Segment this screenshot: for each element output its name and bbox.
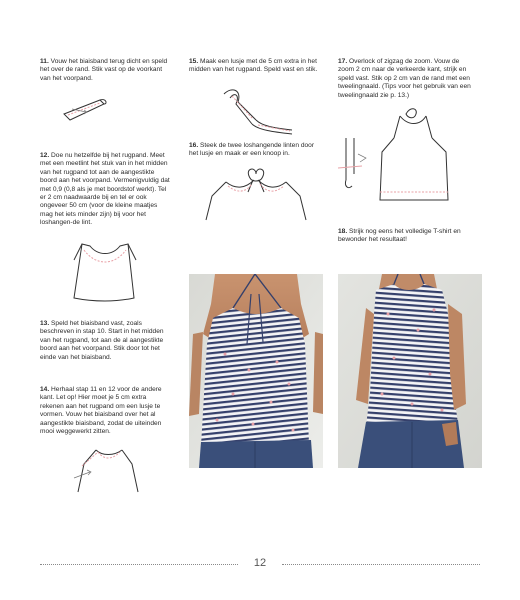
step-text: Overlock of zigzag de zoom. Vouw de zoom 2 cm naar de verkeerde kant, strijk en speld vast. Stik op 2 cm van de rand met een tweelingnaald. (Tips voor het gebruik van een tweelingnaald zie p. 13.) — [338, 58, 471, 99]
photo-front-view — [338, 274, 482, 468]
step-15 — [189, 58, 321, 75]
illustration-step-17 — [334, 108, 484, 204]
illustration-step-15 — [218, 84, 298, 136]
page-footer — [0, 555, 520, 575]
sewing-needle-icon — [338, 138, 366, 188]
illustration-step-11 — [60, 88, 120, 128]
step-text: Strijk nog eens het volledige T-shirt en bewonder het resultaat! — [338, 228, 461, 244]
illustration-step-16 — [200, 166, 312, 224]
step-number: 15. — [189, 58, 199, 65]
step-number: 18. — [338, 228, 348, 235]
step-number: 16. — [189, 142, 199, 149]
photo-back-view — [189, 274, 323, 468]
step-number: 12. — [40, 152, 50, 159]
step-12 — [40, 152, 170, 228]
step-11 — [40, 58, 168, 83]
step-text: Steek de twee loshangende linten door het lusje en maak er een knoop in. — [189, 142, 315, 158]
footer-dotted-rule-left — [40, 564, 238, 565]
step-text: Vouw het biaisband terug dicht en speld het over de rand. Stik vast op de voorkant van het voorpand. — [40, 58, 168, 82]
step-text: Speld het biaisband vast, zoals beschreven in stap 10. Start in het midden van het rugpand, tot aan de al aangestikte boord aan het voorpand. Stik door tot het einde van het biaisband. — [40, 320, 164, 361]
step-16 — [189, 142, 321, 159]
step-14 — [40, 386, 170, 436]
step-number: 17. — [338, 58, 348, 65]
step-text: Maak een lusje met de 5 cm extra in het midden van het rugpand. Speld vast en stik. — [189, 58, 318, 74]
step-number: 11. — [40, 58, 49, 65]
page-number: 12 — [253, 557, 267, 569]
step-number: 14. — [40, 386, 50, 393]
footer-dotted-rule-right — [282, 564, 480, 565]
step-18 — [338, 228, 472, 245]
step-17 — [338, 58, 472, 100]
illustration-step-14 — [68, 442, 148, 496]
illustration-step-12 — [60, 240, 150, 304]
step-text: Herhaal stap 11 en 12 voor de andere kant. Let op! Hier moet je 5 cm extra rekenen aan het rugpand om een lusje te vormen. Vouw het biaisband over het al aangestikte biaisband, zodat de uiteinden mooi weggewerkt zitten. — [40, 386, 162, 436]
step-number: 13. — [40, 320, 50, 327]
step-13 — [40, 320, 168, 362]
step-text: Doe nu hetzelfde bij het rugpand. Meet met een meetlint het stuk van in het midden van het rugpand tot aan de aangestikte boord aan het voorpand. Vermenigvuldig dat met 0,9 (0,8 als je met boordstof werkt). Tel er 2 cm naadwaarde bij en tel er ook ongeveer 50 cm (voor de kleine maatjes mag het iets minder zijn) bij voor het loshangen-de lint. — [40, 152, 170, 227]
